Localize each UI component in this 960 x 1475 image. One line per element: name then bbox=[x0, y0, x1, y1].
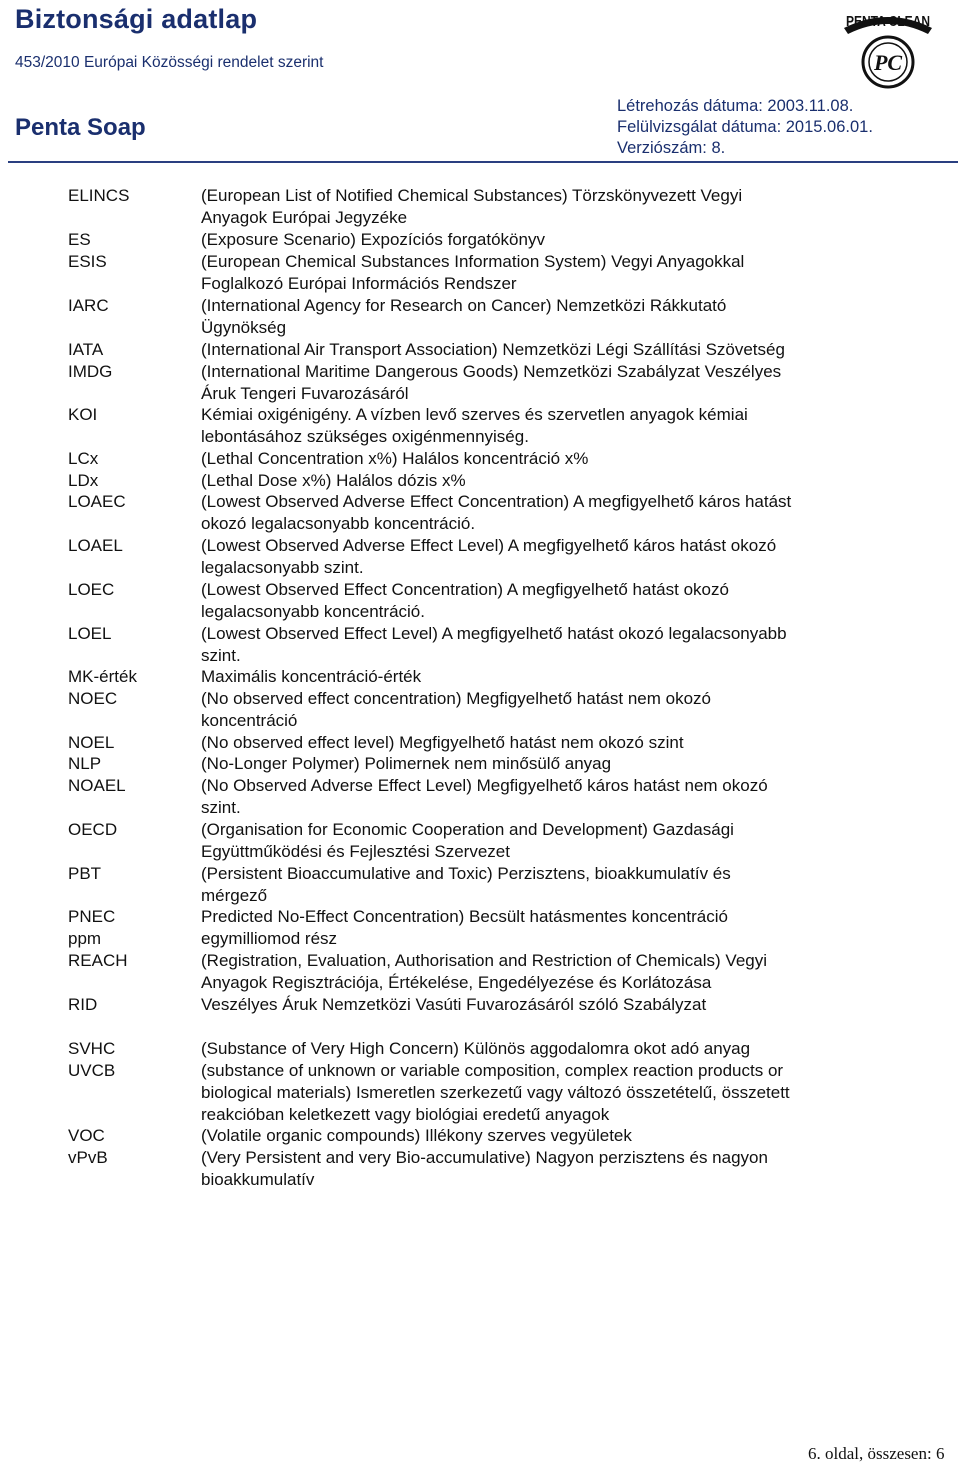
abbreviation-term: PBT bbox=[68, 864, 102, 883]
abbreviation-term: LOAEC bbox=[68, 492, 126, 511]
abbreviation-definition: (Registration, Evaluation, Authorisation and Restriction of Chemicals) Vegyi Anyagok Regisztrációja, Értékelése, Engedélyezése és Korlátozása bbox=[201, 951, 768, 992]
abbreviation-definition: (Lowest Observed Adverse Effect Level) A megfigyelhető káros hatást okozó legalacsonyabb szint. bbox=[201, 536, 777, 577]
abbreviation-term: NOEL bbox=[68, 733, 115, 752]
abbreviation-term: ppm bbox=[68, 929, 102, 948]
logo-wordmark: PENTA CLEAN bbox=[846, 13, 930, 30]
abbreviation-definition: (substance of unknown or variable composition, complex reaction products or biological materials) Ismeretlen szerkezetű vagy változó összetételű, összetett reakcióban keletkezett vagy biológiai eredetű anyagok bbox=[201, 1061, 790, 1124]
abbreviation-term: ELINCS bbox=[68, 186, 130, 205]
abbreviation-definition: (No observed effect concentration) Megfigyelhető hatást nem okozó koncentráció bbox=[201, 689, 711, 730]
abbreviation-term: LDx bbox=[68, 471, 99, 490]
abbreviation-definition: (Substance of Very High Concern) Különös aggodalomra okot adó anyag bbox=[201, 1039, 751, 1058]
abbreviation-term: REACH bbox=[68, 951, 128, 970]
abbreviation-term: ES bbox=[68, 230, 91, 249]
abbreviation-term: IATA bbox=[68, 340, 104, 359]
revised-date: Felülvizsgálat dátuma: 2015.06.01. bbox=[617, 118, 873, 136]
abbreviation-term: PNEC bbox=[68, 907, 116, 926]
abbreviation-definition: Predicted No-Effect Concentration) Becsült hatásmentes koncentráció bbox=[201, 907, 728, 926]
abbreviation-term: NOAEL bbox=[68, 776, 126, 795]
abbreviation-definition: (Persistent Bioaccumulative and Toxic) Perzisztens, bioakkumulatív és mérgező bbox=[201, 864, 731, 905]
abbreviation-term: UVCB bbox=[68, 1061, 116, 1080]
abbreviation-term: NLP bbox=[68, 754, 102, 773]
abbreviation-term: vPvB bbox=[68, 1148, 108, 1167]
header-divider bbox=[8, 161, 958, 163]
abbreviation-term: IARC bbox=[68, 296, 109, 315]
abbreviation-term: ESIS bbox=[68, 252, 107, 271]
abbreviation-term: LOAEL bbox=[68, 536, 123, 555]
abbreviation-term: MK-érték bbox=[68, 667, 137, 686]
abbreviation-definition: egymilliomod rész bbox=[201, 929, 338, 948]
abbreviation-definition: (Very Persistent and very Bio-accumulative) Nagyon perzisztens és nagyon bioakkumulatív bbox=[201, 1148, 768, 1189]
abbreviation-term: LOEL bbox=[68, 624, 112, 643]
regulation-subtitle: 453/2010 Európai Közösségi rendelet szerint bbox=[15, 54, 324, 71]
abbreviation-definition: (No observed effect level) Megfigyelhető hatást nem okozó szint bbox=[201, 733, 684, 752]
penta-clean-logo bbox=[838, 4, 938, 92]
abbreviation-definition: Maximális koncentráció-érték bbox=[201, 667, 422, 686]
abbreviation-definition: (International Air Transport Association) Nemzetközi Légi Szállítási Szövetség bbox=[201, 340, 785, 359]
created-date: Létrehozás dátuma: 2003.11.08. bbox=[617, 97, 854, 115]
abbreviation-definition: (Lowest Observed Effect Concentration) A megfigyelhető hatást okozó legalacsonyabb koncentráció. bbox=[201, 580, 729, 621]
abbreviation-term: IMDG bbox=[68, 362, 113, 381]
abbreviation-definition: (Exposure Scenario) Expozíciós forgatókönyv bbox=[201, 230, 545, 249]
version-number: Verziószám: 8. bbox=[617, 139, 726, 157]
abbreviation-definition: (No Observed Adverse Effect Level) Megfigyelhető káros hatást nem okozó szint. bbox=[201, 776, 768, 817]
abbreviation-definition: (No-Longer Polymer) Polimernek nem minősülő anyag bbox=[201, 754, 612, 773]
abbreviation-term: LCx bbox=[68, 449, 99, 468]
abbreviation-term: NOEC bbox=[68, 689, 118, 708]
abbreviation-definition: Kémiai oxigénigény. A vízben levő szerves és szervetlen anyagok kémiai lebontásához szükséges oxigénmennyiség. bbox=[201, 405, 748, 446]
abbreviation-definition: (Lethal Concentration x%) Halálos koncentráció x% bbox=[201, 449, 589, 468]
abbreviation-definition: (Lowest Observed Adverse Effect Concentration) A megfigyelhető káros hatást okozó legalacsonyabb koncentráció. bbox=[201, 492, 792, 533]
abbreviation-definition: (Lethal Dose x%) Halálos dózis x% bbox=[201, 471, 466, 490]
abbreviation-term: SVHC bbox=[68, 1039, 116, 1058]
abbreviation-term: KOI bbox=[68, 405, 98, 424]
abbreviation-term: OECD bbox=[68, 820, 118, 839]
abbreviation-definition: (International Agency for Research on Cancer) Nemzetközi Rákkutató Ügynökség bbox=[201, 296, 727, 337]
document-title: Biztonsági adatlap bbox=[15, 4, 258, 34]
page-number: 6. oldal, összesen: 6 bbox=[808, 1444, 945, 1463]
abbreviation-definition: (European List of Notified Chemical Substances) Törzskönyvezett Vegyi Anyagok Európai Jegyzéke bbox=[201, 186, 743, 227]
abbreviation-definition: (European Chemical Substances Information System) Vegyi Anyagokkal Foglalkozó Európai Információs Rendszer bbox=[201, 252, 745, 293]
abbreviation-term: LOEC bbox=[68, 580, 115, 599]
abbreviation-definition: (International Maritime Dangerous Goods) Nemzetközi Szabályzat Veszélyes Áruk Tengeri Fuvarozásáról bbox=[201, 362, 782, 403]
logo-mark: PC bbox=[873, 50, 903, 75]
document-dates bbox=[617, 96, 873, 159]
product-name: Penta Soap bbox=[15, 114, 146, 141]
abbreviation-definition: Veszélyes Áruk Nemzetközi Vasúti Fuvarozásáról szóló Szabályzat bbox=[201, 995, 707, 1014]
abbreviation-definition: (Volatile organic compounds) Illékony szerves vegyületek bbox=[201, 1126, 632, 1145]
abbreviation-definition: (Lowest Observed Effect Level) A megfigyelhető hatást okozó legalacsonyabb szint. bbox=[201, 624, 787, 665]
abbreviation-term: RID bbox=[68, 995, 98, 1014]
abbreviation-term: VOC bbox=[68, 1126, 105, 1145]
abbreviation-definition: (Organisation for Economic Cooperation and Development) Gazdasági Együttműködési és Fejlesztési Szervezet bbox=[201, 820, 734, 861]
